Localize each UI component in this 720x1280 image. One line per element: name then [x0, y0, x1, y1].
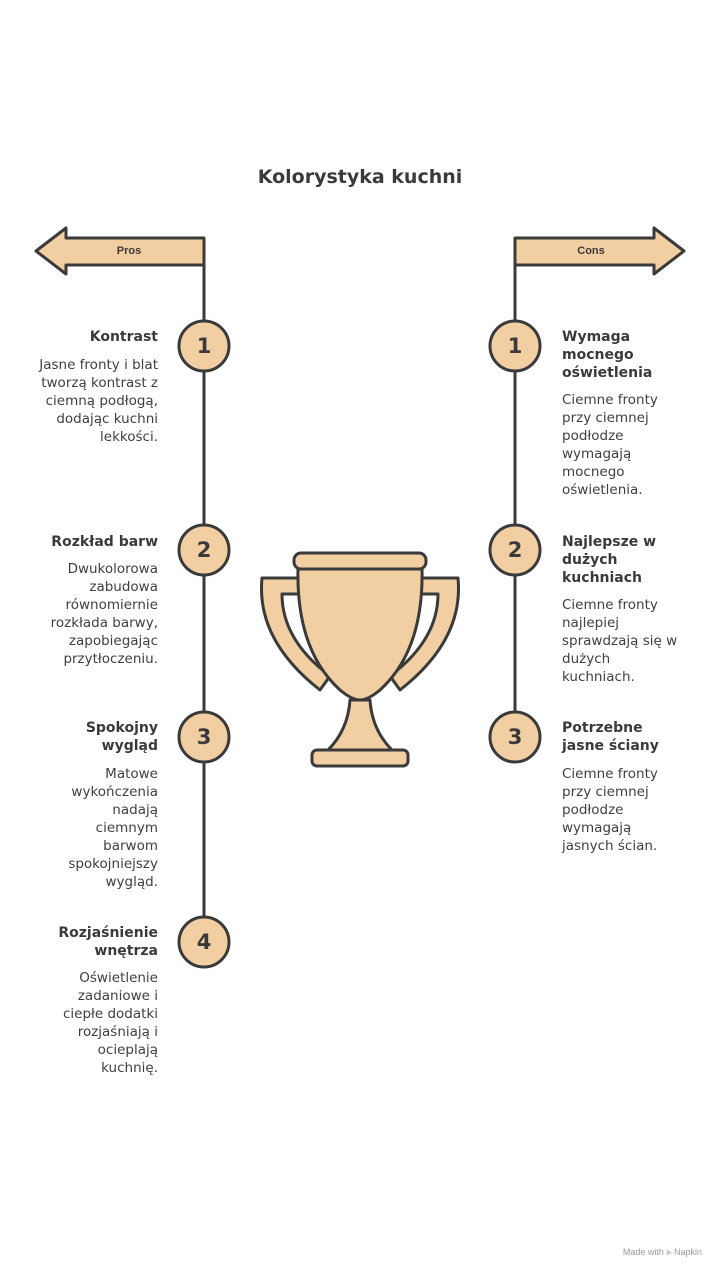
pros-number-1: 1: [196, 334, 212, 358]
pros-item-desc-4: Oświetlenie zadaniowe i ciepłe dodatki rozjaśniają i ocieplają kuchnię.: [62, 970, 158, 1076]
cons-item-desc-1: Ciemne fronty przy ciemnej podłodze wymagają mocnego oświetlenia.: [562, 392, 658, 498]
cons-number-2: 2: [507, 538, 523, 562]
pros-number-4: 4: [196, 930, 212, 954]
pros-label: Pros: [116, 245, 142, 257]
cons-item-title-3: Potrzebne jasne ściany: [562, 720, 659, 754]
cons-number-1: 1: [507, 334, 523, 358]
pros-number-2: 2: [196, 538, 212, 562]
cons-item-desc-2: Ciemne fronty najlepiej sprawdzają się w dużych kuchniach.: [562, 597, 678, 685]
pros-item-desc-1: Jasne fronty i blat tworzą kontrast z ciemną podłogą, dodając kuchni lekkości.: [39, 357, 158, 445]
pros-item-title-4: Rozjaśnienie wnętrza: [58, 925, 158, 959]
pros-item-title-1: Kontrast: [89, 329, 158, 345]
diagram-title: Kolorystyka kuchni: [257, 166, 463, 188]
cons-item-title-1: Wymaga mocnego oświetlenia: [562, 329, 653, 381]
trophy-icon: [261, 553, 458, 766]
pros-item-desc-3: Matowe wykończenia nadają ciemnym barwom spokojniejszy wygląd.: [68, 766, 158, 890]
cons-item-title-2: Najlepsze w dużych kuchniach: [562, 534, 657, 586]
pros-item-title-3: Spokojny wygląd: [85, 720, 158, 754]
napkin-footer: Made with ⪢ Napkin: [622, 1247, 702, 1257]
pros-number-3: 3: [196, 725, 212, 749]
pros-item-title-2: Rozkład barw: [51, 534, 158, 550]
cons-item-desc-3: Ciemne fronty przy ciemnej podłodze wymagają jasnych ścian.: [562, 766, 658, 854]
cons-label: Cons: [577, 245, 605, 257]
pros-item-desc-2: Dwukolorowa zabudowa równomiernie rozkłada barwy, zapobiegając przytłoczeniu.: [50, 561, 158, 667]
cons-number-3: 3: [507, 725, 523, 749]
